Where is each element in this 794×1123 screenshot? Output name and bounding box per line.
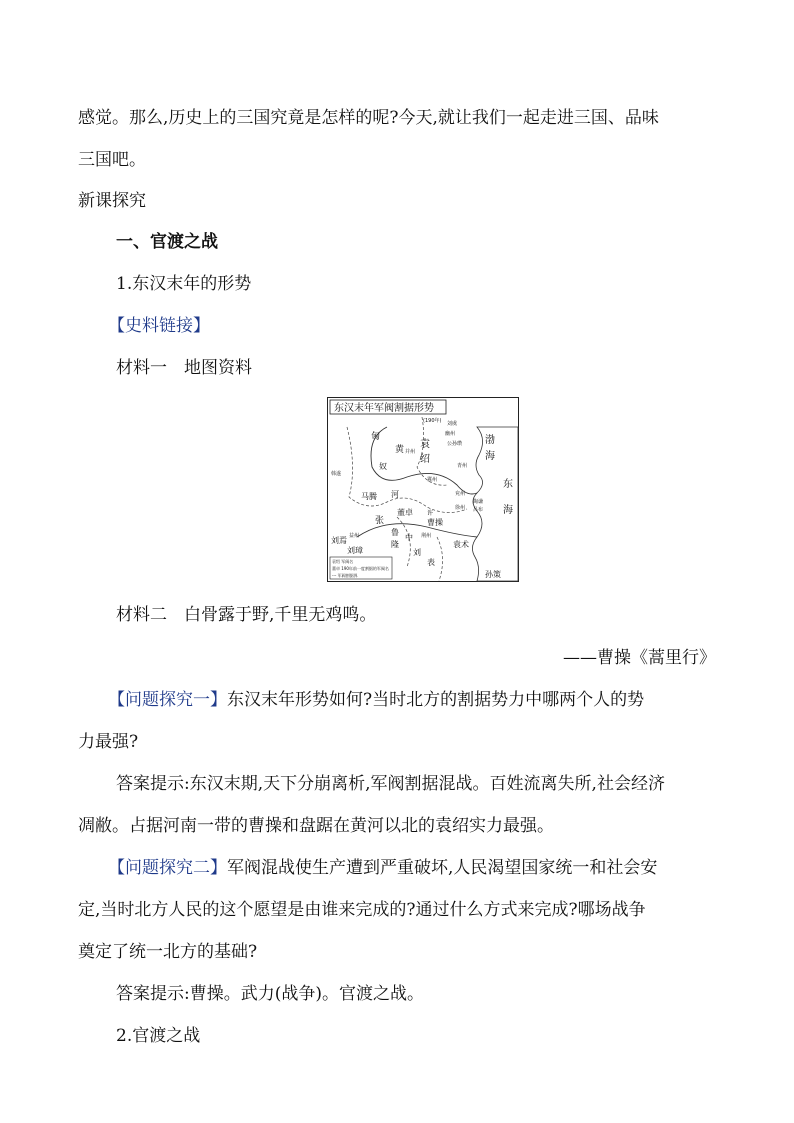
question-one-tag: 【问题探究一】 <box>108 690 227 710</box>
svg-text:黄: 黄 <box>395 445 405 455</box>
question-two-tag: 【问题探究二】 <box>108 858 227 878</box>
svg-text:表: 表 <box>427 558 435 567</box>
subheading: 1.东汉末年的形势 <box>116 274 252 294</box>
source-link-label: 【史料链接】 <box>108 316 210 336</box>
svg-text:冀州: 冀州 <box>427 477 438 483</box>
svg-text:孙策: 孙策 <box>485 570 501 579</box>
svg-text:张: 张 <box>375 516 385 526</box>
question-one-text: 东汉末年形势如何?当时北方的割据势力中哪两个人的势 <box>227 690 645 710</box>
question-one <box>108 688 644 712</box>
svg-text:海: 海 <box>485 451 495 462</box>
svg-text:袁: 袁 <box>420 439 430 450</box>
svg-text:中: 中 <box>405 533 413 542</box>
svg-text:袁术: 袁术 <box>453 540 469 549</box>
svg-text:青州: 青州 <box>457 463 468 469</box>
svg-text:兖州: 兖州 <box>455 491 466 497</box>
svg-text:董卓 190年前一度割据的军阀名: 董卓 190年前一度割据的军阀名 <box>332 566 389 571</box>
section-label: 新课探究 <box>78 191 146 211</box>
text-line: 感觉。那么,历史上的三国究竟是怎样的呢?今天,就让我们一起走进三国、品味 <box>78 108 659 128</box>
question-two <box>108 856 657 880</box>
svg-text:刘虞: 刘虞 <box>447 421 458 427</box>
text-line: 奠定了统一北方的基础? <box>78 942 258 962</box>
svg-text:渤: 渤 <box>485 435 495 446</box>
answer-two: 答案提示:曹操。武力(战争)。官渡之战。 <box>116 984 424 1004</box>
material-label: 材料一 地图资料 <box>116 358 252 378</box>
svg-text:公孙瓒: 公孙瓒 <box>447 441 463 447</box>
text-line: 三国吧。 <box>78 150 146 170</box>
svg-text:袁绍 军阀名: 袁绍 军阀名 <box>332 559 354 564</box>
answer-one: 答案提示:东汉末期,天下分崩离析,军阀割据混战。百姓流离失所,社会经济 <box>116 774 665 794</box>
svg-text:河: 河 <box>391 490 399 499</box>
svg-text:刘璋: 刘璋 <box>347 546 363 555</box>
svg-text:董卓: 董卓 <box>397 508 413 517</box>
svg-text:许: 许 <box>427 510 434 517</box>
material-two: 材料二 白骨露于野,千里无鸡鸣。 <box>116 605 377 625</box>
svg-text:海: 海 <box>503 505 513 516</box>
historical-map <box>327 397 519 582</box>
svg-text:幽州: 幽州 <box>445 431 456 437</box>
subheading: 2.官渡之战 <box>116 1026 201 1046</box>
citation: ——曹操《蒿里行》 <box>563 648 716 668</box>
svg-text:益州: 益州 <box>349 533 360 539</box>
svg-text:(190年): (190年) <box>423 418 442 424</box>
svg-text:匈: 匈 <box>371 432 381 442</box>
svg-text:荆州: 荆州 <box>421 533 432 539</box>
text-line: 力最强? <box>78 732 139 752</box>
section-heading: 一、官渡之战 <box>116 232 218 252</box>
svg-text:奴: 奴 <box>379 462 387 471</box>
svg-text:并州: 并州 <box>405 449 416 455</box>
svg-text:曹操: 曹操 <box>427 518 443 527</box>
svg-text:吕布: 吕布 <box>473 507 484 513</box>
svg-text:绍: 绍 <box>420 454 430 465</box>
svg-text:东: 东 <box>503 479 513 490</box>
svg-text:刘: 刘 <box>413 548 421 557</box>
text-line: 凋敝。占据河南一带的曹操和盘踞在黄河以北的袁绍实力最强。 <box>78 816 554 836</box>
svg-text:马腾: 马腾 <box>361 492 377 501</box>
question-two-text: 军阀混战使生产遭到严重破坏,人民渴望国家统一和社会安 <box>227 858 658 878</box>
svg-text:刘焉: 刘焉 <box>331 536 347 545</box>
svg-text:隆: 隆 <box>391 540 399 549</box>
svg-text:--- 军阀割据界: --- 军阀割据界 <box>332 573 358 578</box>
map-title: 东汉末年军阀割据形势 <box>334 403 434 414</box>
svg-text:徐州: 徐州 <box>455 505 466 511</box>
svg-text:韩遂: 韩遂 <box>331 471 342 477</box>
svg-text:陶谦: 陶谦 <box>473 499 484 505</box>
text-line: 定,当时北方人民的这个愿望是由谁来完成的?通过什么方式来完成?哪场战争 <box>78 900 646 920</box>
svg-text:鲁: 鲁 <box>391 528 399 537</box>
